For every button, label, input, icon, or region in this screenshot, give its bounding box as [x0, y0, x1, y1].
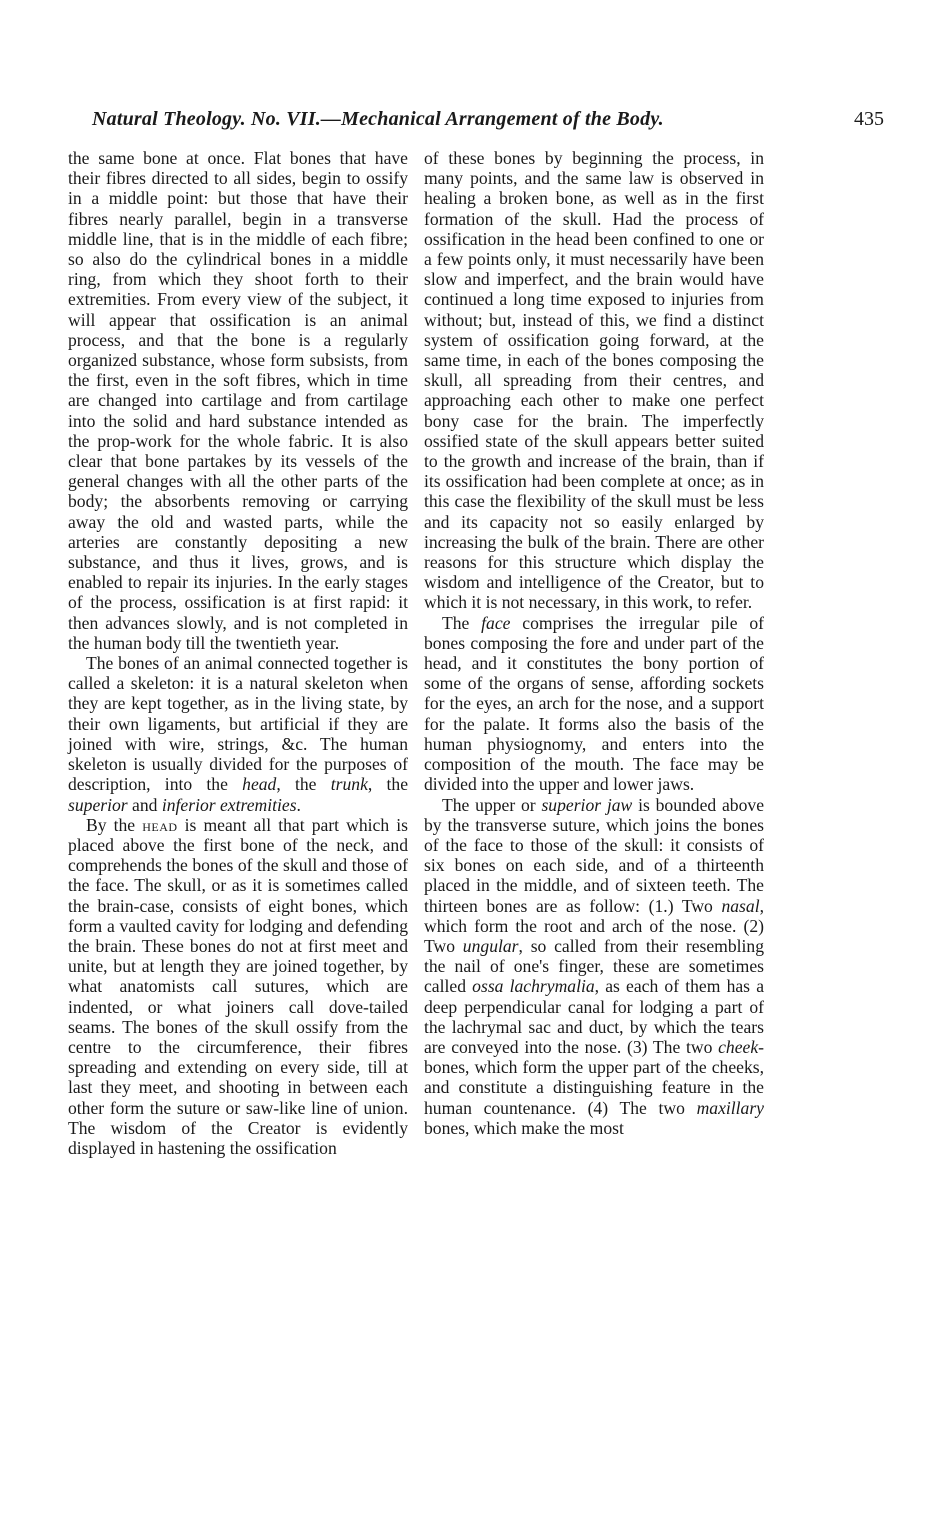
running-title: Natural Theology. No. VII.—Mechanical Arrangement of the Body. [92, 108, 664, 130]
page-number: 435 [854, 108, 884, 130]
text-run: . [296, 794, 301, 815]
text-run: , so called from their resembling the nail of one's finger, these are sometimes called [424, 935, 765, 997]
text-run: , the [276, 774, 331, 795]
paragraph-skeleton [68, 653, 408, 815]
term-head-smallcaps: head [142, 814, 178, 835]
text-run: , which form the root and arch of the nose. (2) Two [424, 895, 764, 956]
text-run: -bones, which form the upper part of the cheeks, and constitute a distinguishing feature in the human countenance. (4) The two [424, 1036, 764, 1118]
paragraph-head [68, 815, 408, 1158]
running-header [92, 104, 884, 134]
left-column [68, 148, 408, 1158]
text-run: The bones of an animal connected together is called a skeleton: it is a natural skeleton when they are kept together, as in the living state, by their own ligaments, but artificial if they are joined with wire, strings, &c. The human skeleton is usually divided for the purposes of description, into the [68, 653, 408, 795]
text-run: comprises the irregular pile of bones composing the fore and under part of the head, and it constitutes the bony portion of some of the organs of sense, affording sockets for the eyes, an arch for the nose, and a support for the palate. It forms also the basis of the human physiognomy, and enters into the composition of the mouth. The face may be divided into the upper and lower jaws. [424, 612, 764, 795]
text-run: is bounded above by the transverse suture, which joins the bones of the face to those of the skull: it consists of six bones on each side, and of a thirteenth placed in the middle, and of sixteen teeth. The thirteen bones are as follow: (1.) Two [424, 794, 765, 916]
paragraph-skull-ossification: of these bones by beginning the process, in many points, and the same law is observed in healing a broken bone, as well as in the first formation of the skull. Had the process of ossification in the head been confined to one or a few points only, it must necessarily have been slow and imperfect, and the brain would have continued a long time exposed to injuries from without; but, instead of this, we find a distinct system of ossification going forward, at the same time, in each of the bones composing the skull, all spreading from their centres, and approaching each other to make one perfect bony case for the brain. The imperfectly ossified state of the skull appears better suited to the growth and increase of the brain, than if its ossification had been complete at once; as in this case the flexibility of the skull must be less and its capacity not so easily enlarged by increasing the bulk of the brain. There are other reasons for this structure which display the wisdom and intelligence of the Creator, but to which it is not necessary, in this work, to refer. [424, 148, 764, 613]
term-face: face [481, 612, 511, 633]
text-run: , as each of them has a deep perpendicular canal for lodging a part of the lachrymal sac and duct, by which the tears are conveyed into the nose. (3) The two [424, 976, 765, 1057]
text-run: bones, which make the most [424, 1117, 624, 1138]
text-run: By the [86, 814, 143, 835]
paragraph-superior-jaw [424, 795, 764, 1138]
right-column [424, 148, 764, 1138]
term-head: head [242, 774, 277, 795]
term-superior: superior [68, 794, 128, 815]
term-maxillary: maxillary [696, 1097, 764, 1118]
text-run: is meant all that part which is placed above the first bone of the neck, and comprehends the bones of the skull and those of the face. The skull, or as it is sometimes called the brain-case, consists of eight bones, which form a vaulted cavity for lodging and defending the brain. These bones do not at first meet and unite, but at length they are joined together, by what anatomists call sutures, which are indented, or what joiners call dove-tailed seams. The bones of the skull ossify from the centre to the circumference, their fibres spreading and extending on every side, till at last they meet, and shooting in between each other form the suture or saw-like line of union. The wisdom of the Creator is evidently displayed in hastening the ossification [68, 814, 408, 1158]
text-run: The [442, 612, 482, 633]
text-run: , the [367, 774, 409, 795]
term-nasal: nasal [721, 895, 760, 916]
text-run: The upper or [442, 794, 542, 815]
term-superior-jaw: superior jaw [541, 794, 633, 815]
paragraph-ossification-end: the same bone at once. Flat bones that have their fibres directed to all sides, begin to ossify in a middle point: but those that have their fibres nearly parallel, begin in a transverse middle line, that is in the middle of each fibre; so also do the cylindrical bones in a middle ring, from which they shoot forth to their extremities. From every view of the subject, it will appear that ossification is an animal process, and that the bone is a regularly organized substance, whose form subsists, from the first, even in the soft fibres, which in time are changed into cartilage and from cartilage into the solid and hard substance intended as the prop-work for the whole fabric. It is also clear that bone partakes by its vessels of the general changes with all the other parts of the body; the absorbents removing or carrying away the old and wasted parts, while the arteries are constantly depositing a new substance, and thus it lives, grows, and is enabled to repair its injuries. In the early stages of the process, ossification is at first rapid: it then advances slowly, and is not completed in the human body till the twentieth year. [68, 148, 408, 653]
paragraph-face [424, 613, 764, 795]
term-cheek: cheek [718, 1036, 759, 1057]
term-ungular: ungular [462, 935, 519, 956]
term-trunk: trunk [330, 774, 368, 795]
term-inferior-extremities: inferior extremities [161, 794, 297, 815]
text-run: and [127, 794, 162, 815]
term-ossa-lachrymalia: ossa lachrymalia [472, 976, 595, 997]
